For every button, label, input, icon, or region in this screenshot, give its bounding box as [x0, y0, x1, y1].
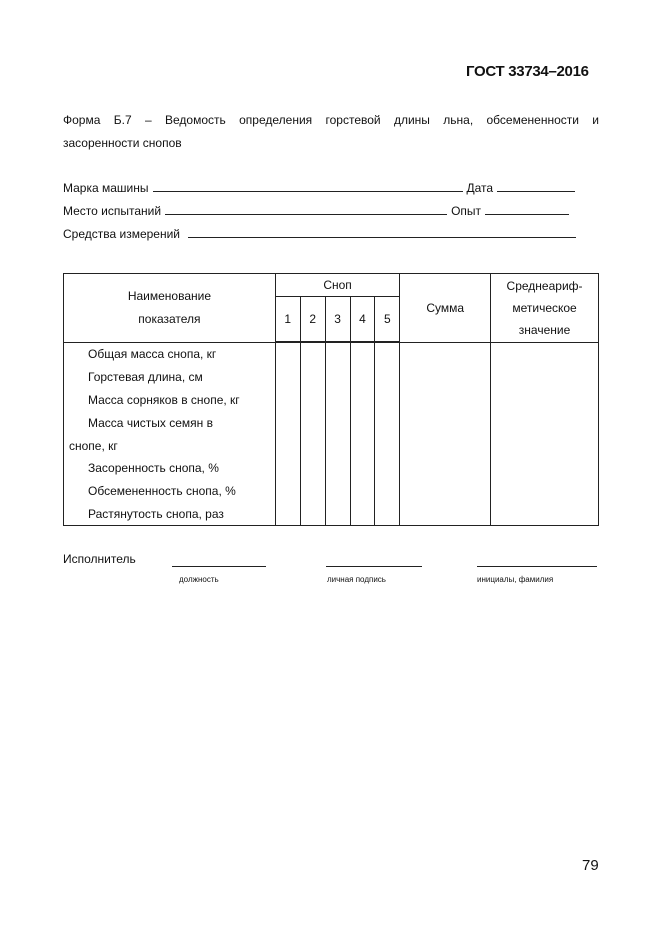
header-sheaf-3: 3	[325, 297, 350, 343]
table-cell[interactable]	[491, 503, 599, 526]
table-cell[interactable]	[325, 457, 350, 480]
header-sheaf-5: 5	[375, 297, 400, 343]
row-label: Масса сорняков в снопе, кг	[64, 389, 276, 412]
row-label: Засоренность снопа, %	[64, 457, 276, 480]
table-cell[interactable]	[325, 480, 350, 503]
table-cell[interactable]	[325, 434, 350, 457]
table-cell[interactable]	[400, 366, 491, 389]
table-cell[interactable]	[491, 366, 599, 389]
table-cell[interactable]	[300, 457, 325, 480]
table-cell[interactable]	[300, 503, 325, 526]
table-cell[interactable]	[491, 342, 599, 366]
table-cell[interactable]	[350, 503, 375, 526]
header-average-line3: значение	[518, 322, 571, 337]
table-cell[interactable]	[300, 366, 325, 389]
page-number: 79	[582, 857, 599, 874]
row-label: Общая масса снопа, кг	[64, 342, 276, 366]
table-cell[interactable]	[491, 389, 599, 412]
table-row	[64, 480, 599, 503]
table-cell[interactable]	[275, 366, 300, 389]
table-cell[interactable]	[325, 342, 350, 366]
table-row	[64, 457, 599, 480]
sheaf-measurement-table	[63, 273, 599, 526]
header-sheaf-4: 4	[350, 297, 375, 343]
table-cell[interactable]	[275, 480, 300, 503]
table-cell[interactable]	[400, 480, 491, 503]
table-cell[interactable]	[350, 434, 375, 457]
position-line[interactable]	[172, 566, 266, 567]
row-label: Растянутость снопа, раз	[64, 503, 276, 526]
header-sheaf-2: 2	[300, 297, 325, 343]
table-cell[interactable]	[375, 411, 400, 434]
table-cell[interactable]	[375, 434, 400, 457]
header-sheaf-1: 1	[275, 297, 300, 343]
table-cell[interactable]	[400, 342, 491, 366]
table-cell[interactable]	[275, 457, 300, 480]
field-trial-blank[interactable]	[485, 204, 569, 215]
signature-caption: личная подпись	[327, 575, 386, 584]
table-cell[interactable]	[400, 389, 491, 412]
table-cell[interactable]	[400, 411, 491, 434]
table-cell[interactable]	[375, 342, 400, 366]
table-cell[interactable]	[491, 480, 599, 503]
table-cell[interactable]	[300, 434, 325, 457]
header-average	[491, 274, 599, 343]
field-machine-blank[interactable]	[153, 181, 463, 192]
table-cell[interactable]	[350, 480, 375, 503]
header-sheaf: Сноп	[275, 274, 400, 297]
row-label: Обсемененность снопа, %	[64, 480, 276, 503]
table-cell[interactable]	[400, 503, 491, 526]
table-row	[64, 503, 599, 526]
signature-line[interactable]	[326, 566, 422, 567]
table-cell[interactable]	[275, 342, 300, 366]
field-tools	[63, 227, 599, 241]
table-cell[interactable]	[300, 342, 325, 366]
name-caption: инициалы, фамилия	[477, 575, 554, 584]
field-machine-label: Марка машины	[63, 181, 149, 195]
form-caption-continued: засоренности снопов	[63, 136, 182, 150]
table-cell[interactable]	[375, 457, 400, 480]
table-cell[interactable]	[350, 411, 375, 434]
standard-number: ГОСТ 33734–2016	[466, 63, 589, 80]
field-machine	[63, 181, 599, 195]
table-cell[interactable]	[300, 480, 325, 503]
position-caption: должность	[179, 575, 219, 584]
header-indicator	[64, 274, 276, 343]
table-row	[64, 411, 599, 434]
table-cell[interactable]	[275, 503, 300, 526]
table-cell[interactable]	[300, 411, 325, 434]
row-label: снопе, кг	[64, 434, 276, 457]
table-cell[interactable]	[491, 411, 599, 434]
header-average-line1: Среднеариф-	[506, 278, 583, 293]
field-tools-blank[interactable]	[188, 227, 576, 238]
table-cell[interactable]	[375, 389, 400, 412]
executor-label: Исполнитель	[63, 552, 136, 566]
row-label: Масса чистых семян в	[64, 411, 276, 434]
header-indicator-line2: показателя	[138, 311, 201, 326]
field-place	[63, 204, 599, 218]
form-caption: Форма Б.7 – Ведомость определения горстевой длины льна, обсемененности и	[63, 113, 599, 127]
table-cell[interactable]	[375, 366, 400, 389]
table-cell[interactable]	[325, 411, 350, 434]
field-date-blank[interactable]	[497, 181, 575, 192]
name-line[interactable]	[477, 566, 597, 567]
table-cell[interactable]	[350, 389, 375, 412]
field-date-label: Дата	[466, 181, 494, 195]
table-cell[interactable]	[375, 480, 400, 503]
table-cell[interactable]	[325, 503, 350, 526]
header-indicator-line1: Наименование	[127, 288, 211, 303]
table-cell[interactable]	[491, 434, 599, 457]
header-sum: Сумма	[400, 274, 491, 343]
table-cell[interactable]	[491, 457, 599, 480]
row-label: Горстевая длина, см	[64, 366, 276, 389]
field-trial-label: Опыт	[451, 204, 482, 218]
table-row	[64, 434, 599, 457]
table-cell[interactable]	[375, 503, 400, 526]
table-cell[interactable]	[275, 389, 300, 412]
table-cell[interactable]	[275, 434, 300, 457]
table-row	[64, 342, 599, 366]
table-row	[64, 389, 599, 412]
field-place-blank[interactable]	[165, 204, 447, 215]
table-cell[interactable]	[350, 457, 375, 480]
table-cell[interactable]	[400, 434, 491, 457]
header-average-line2: метическое	[512, 300, 577, 315]
table-cell[interactable]	[300, 389, 325, 412]
field-tools-label: Средства измерений	[63, 227, 181, 241]
table-row	[64, 366, 599, 389]
table-cell[interactable]	[325, 389, 350, 412]
table-cell[interactable]	[400, 457, 491, 480]
table-cell[interactable]	[350, 366, 375, 389]
table-cell[interactable]	[275, 411, 300, 434]
table-cell[interactable]	[350, 342, 375, 366]
table-cell[interactable]	[325, 366, 350, 389]
field-place-label: Место испытаний	[63, 204, 162, 218]
